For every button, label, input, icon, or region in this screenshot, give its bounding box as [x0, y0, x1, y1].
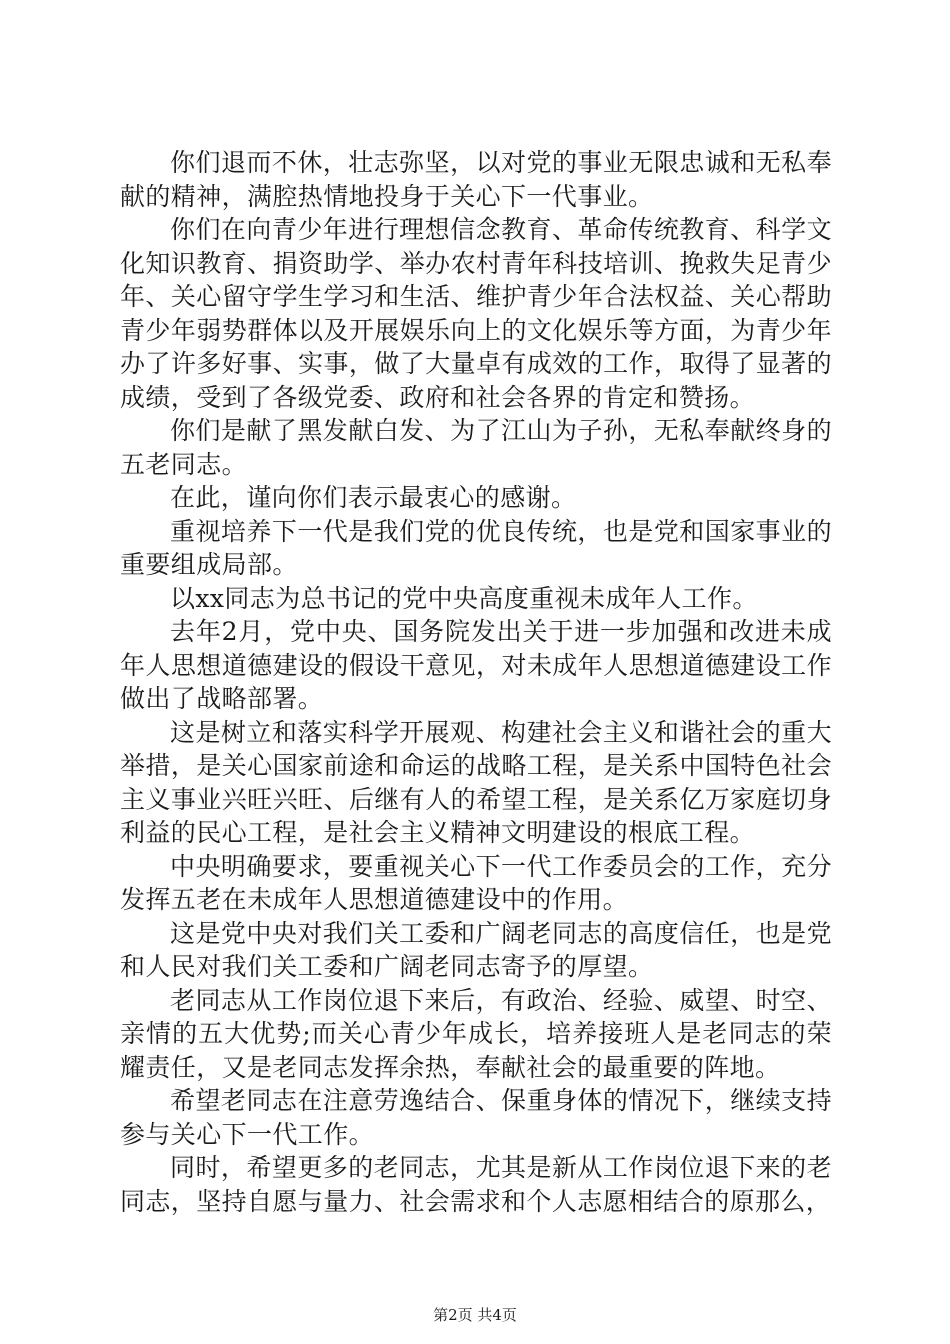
paragraph: 重视培养下一代是我们党的优良传统，也是党和国家事业的重要组成局部。	[120, 516, 832, 579]
document-body	[120, 146, 832, 1218]
paragraph: 同时，希望更多的老同志，尤其是新从工作岗位退下来的老同志，坚持自愿与量力、社会需求和个人志愿相结合的原那么，	[120, 1153, 832, 1216]
paragraph: 希望老同志在注意劳逸结合、保重身体的情况下，继续支持参与关心下一代工作。	[120, 1086, 832, 1149]
paragraph: 你们在向青少年进行理想信念教育、革命传统教育、科学文化知识教育、捐资助学、举办农村青年科技培训、挽救失足青少年、关心留守学生学习和生活、维护青少年合法权益、关心帮助青少年弱势群体以及开展娱乐向上的文化娱乐等方面，为青少年办了许多好事、实事，做了大量卓有成效的工作，取得了显著的成绩，受到了各级党委、政府和社会各界的肯定和赞扬。	[120, 215, 832, 412]
paragraph: 这是党中央对我们关工委和广阔老同志的高度信任，也是党和人民对我们关工委和广阔老同志寄予的厚望。	[120, 918, 832, 981]
paragraph: 你们是献了黑发献白发、为了江山为子孙，无私奉献终身的五老同志。	[120, 416, 832, 479]
page-number-footer: 第2页 共4页	[433, 1306, 517, 1324]
paragraph: 去年2月，党中央、国务院发出关于进一步加强和改进未成年人思想道德建设的假设干意见，对未成年人思想道德建设工作做出了战略部署。	[120, 617, 832, 713]
paragraph: 在此，谨向你们表示最衷心的感谢。	[170, 483, 577, 512]
paragraph: 你们退而不休，壮志弥坚，以对党的事业无限忠诚和无私奉献的精神，满腔热情地投身于关心下一代事业。	[120, 148, 832, 211]
paragraph: 这是树立和落实科学开展观、构建社会主义和谐社会的重大举措，是关心国家前途和命运的战略工程，是关系中国特色社会主义事业兴旺兴旺、后继有人的希望工程，是关系亿万家庭切身利益的民心工程，是社会主义精神文明建设的根底工程。	[120, 717, 832, 847]
paragraph: 老同志从工作岗位退下来后，有政治、经验、威望、时空、亲情的五大优势;而关心青少年成长，培养接班人是老同志的荣耀责任，又是老同志发挥余热，奉献社会的最重要的阵地。	[120, 985, 832, 1082]
paragraph: 以xx同志为总书记的党中央高度重视未成年人工作。	[170, 583, 758, 613]
paragraph: 中央明确要求，要重视关心下一代工作委员会的工作，充分发挥五老在未成年人思想道德建设中的作用。	[120, 851, 832, 914]
